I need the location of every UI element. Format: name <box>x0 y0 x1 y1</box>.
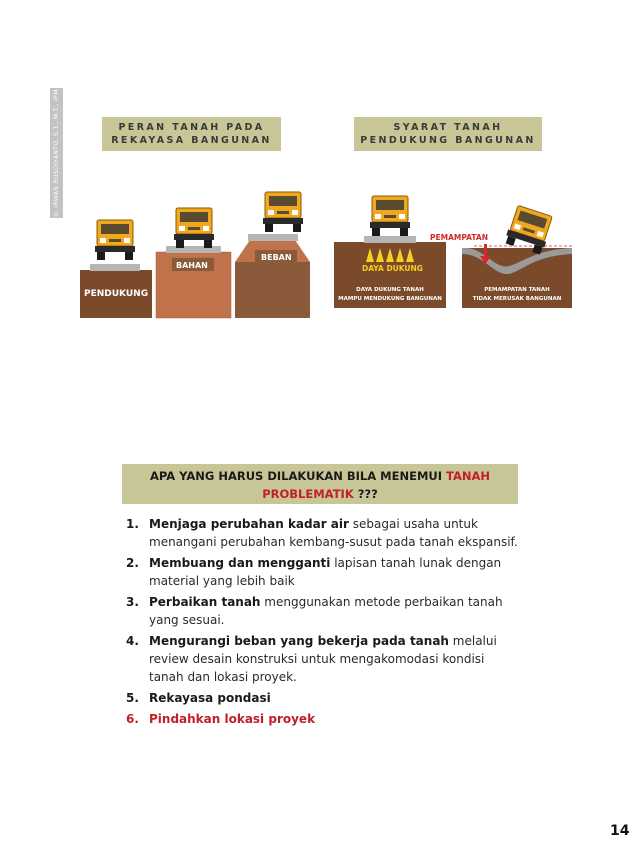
soil-block-load <box>235 262 310 318</box>
question-text: APA YANG HARUS DILAKUKAN BILA MENEMUI <box>149 469 447 483</box>
soil-role-illustration <box>80 190 310 320</box>
heading-soil-role <box>102 117 281 151</box>
label-daya-dukung: DAYA DUKUNG <box>362 264 423 273</box>
list-number: 2. <box>126 556 139 570</box>
list-item-bold: Membuang dan mengganti <box>149 556 331 570</box>
list-item-bold: Pindahkan lokasi proyek <box>149 712 316 726</box>
list-item <box>122 515 522 551</box>
list-number: 6. <box>126 712 139 726</box>
truck-icon <box>370 196 410 236</box>
list-item-text: melalui review desain konstruksi untuk mengakomodasi kondisi tanah dan lokasi proyek. <box>149 634 497 684</box>
list-item-text: sebagai usaha untuk menangani perubahan kembang-susut pada tanah ekspansif. <box>149 517 518 549</box>
label-pendukung: PENDUKUNG <box>84 289 149 299</box>
truck-icon <box>174 208 214 248</box>
question-highlight-1: TANAH <box>446 469 491 483</box>
list-item <box>122 710 522 728</box>
label-bahan: BAHAN <box>176 261 208 270</box>
truck-icon <box>95 220 135 260</box>
list-item <box>122 689 522 707</box>
list-item-bold: Perbaikan tanah <box>149 595 261 609</box>
truck-icon <box>263 192 303 232</box>
author-text: Ir. IRWAN RUSDIYANTO, S.T., M.T., IPM <box>53 89 60 217</box>
list-number: 3. <box>126 595 139 609</box>
list-number: 4. <box>126 634 139 648</box>
list-item <box>122 632 522 686</box>
caption-bearing-2: MAMPU MENDUKUNG BANGUNAN <box>338 296 442 302</box>
list-item <box>122 593 522 629</box>
truck-icon <box>504 205 554 255</box>
list-item <box>122 554 522 590</box>
label-beban: BEBAN <box>261 253 292 262</box>
question-suffix: ??? <box>353 487 378 501</box>
caption-compression-1: PEMAMPATAN TANAH <box>484 287 550 293</box>
label-pemampatan: PEMAMPATAN <box>430 233 488 242</box>
question-box <box>122 464 518 504</box>
list-item-bold: Rekayasa pondasi <box>149 691 271 705</box>
list-number: 1. <box>126 517 139 531</box>
heading-soil-role-text: PERAN TANAH PADA REKAYASA BANGUNAN <box>111 122 272 146</box>
list-number: 5. <box>126 691 139 705</box>
list-item-bold: Mengurangi beban yang bekerja pada tanah <box>149 634 449 648</box>
solution-list <box>122 515 522 731</box>
list-item-text: lapisan tanah lunak dengan material yang lebih baik <box>149 556 502 588</box>
caption-bearing-1: DAYA DUKUNG TANAH <box>356 287 424 293</box>
caption-compression-2: TIDAK MERUSAK BANGUNAN <box>472 296 562 302</box>
heading-soil-requirements-text: SYARAT TANAH PENDUKUNG BANGUNAN <box>360 122 536 146</box>
question-highlight-2: PROBLEMATIK <box>262 487 354 501</box>
page-number: 14 <box>610 823 630 839</box>
side-author-tab <box>50 88 63 218</box>
heading-soil-requirements <box>354 117 542 151</box>
soil-requirement-illustration <box>334 190 574 310</box>
list-item-text: menggunakan metode perbaikan tanah yang sesuai. <box>149 595 503 627</box>
list-item-bold: Menjaga perubahan kadar air <box>149 517 349 531</box>
